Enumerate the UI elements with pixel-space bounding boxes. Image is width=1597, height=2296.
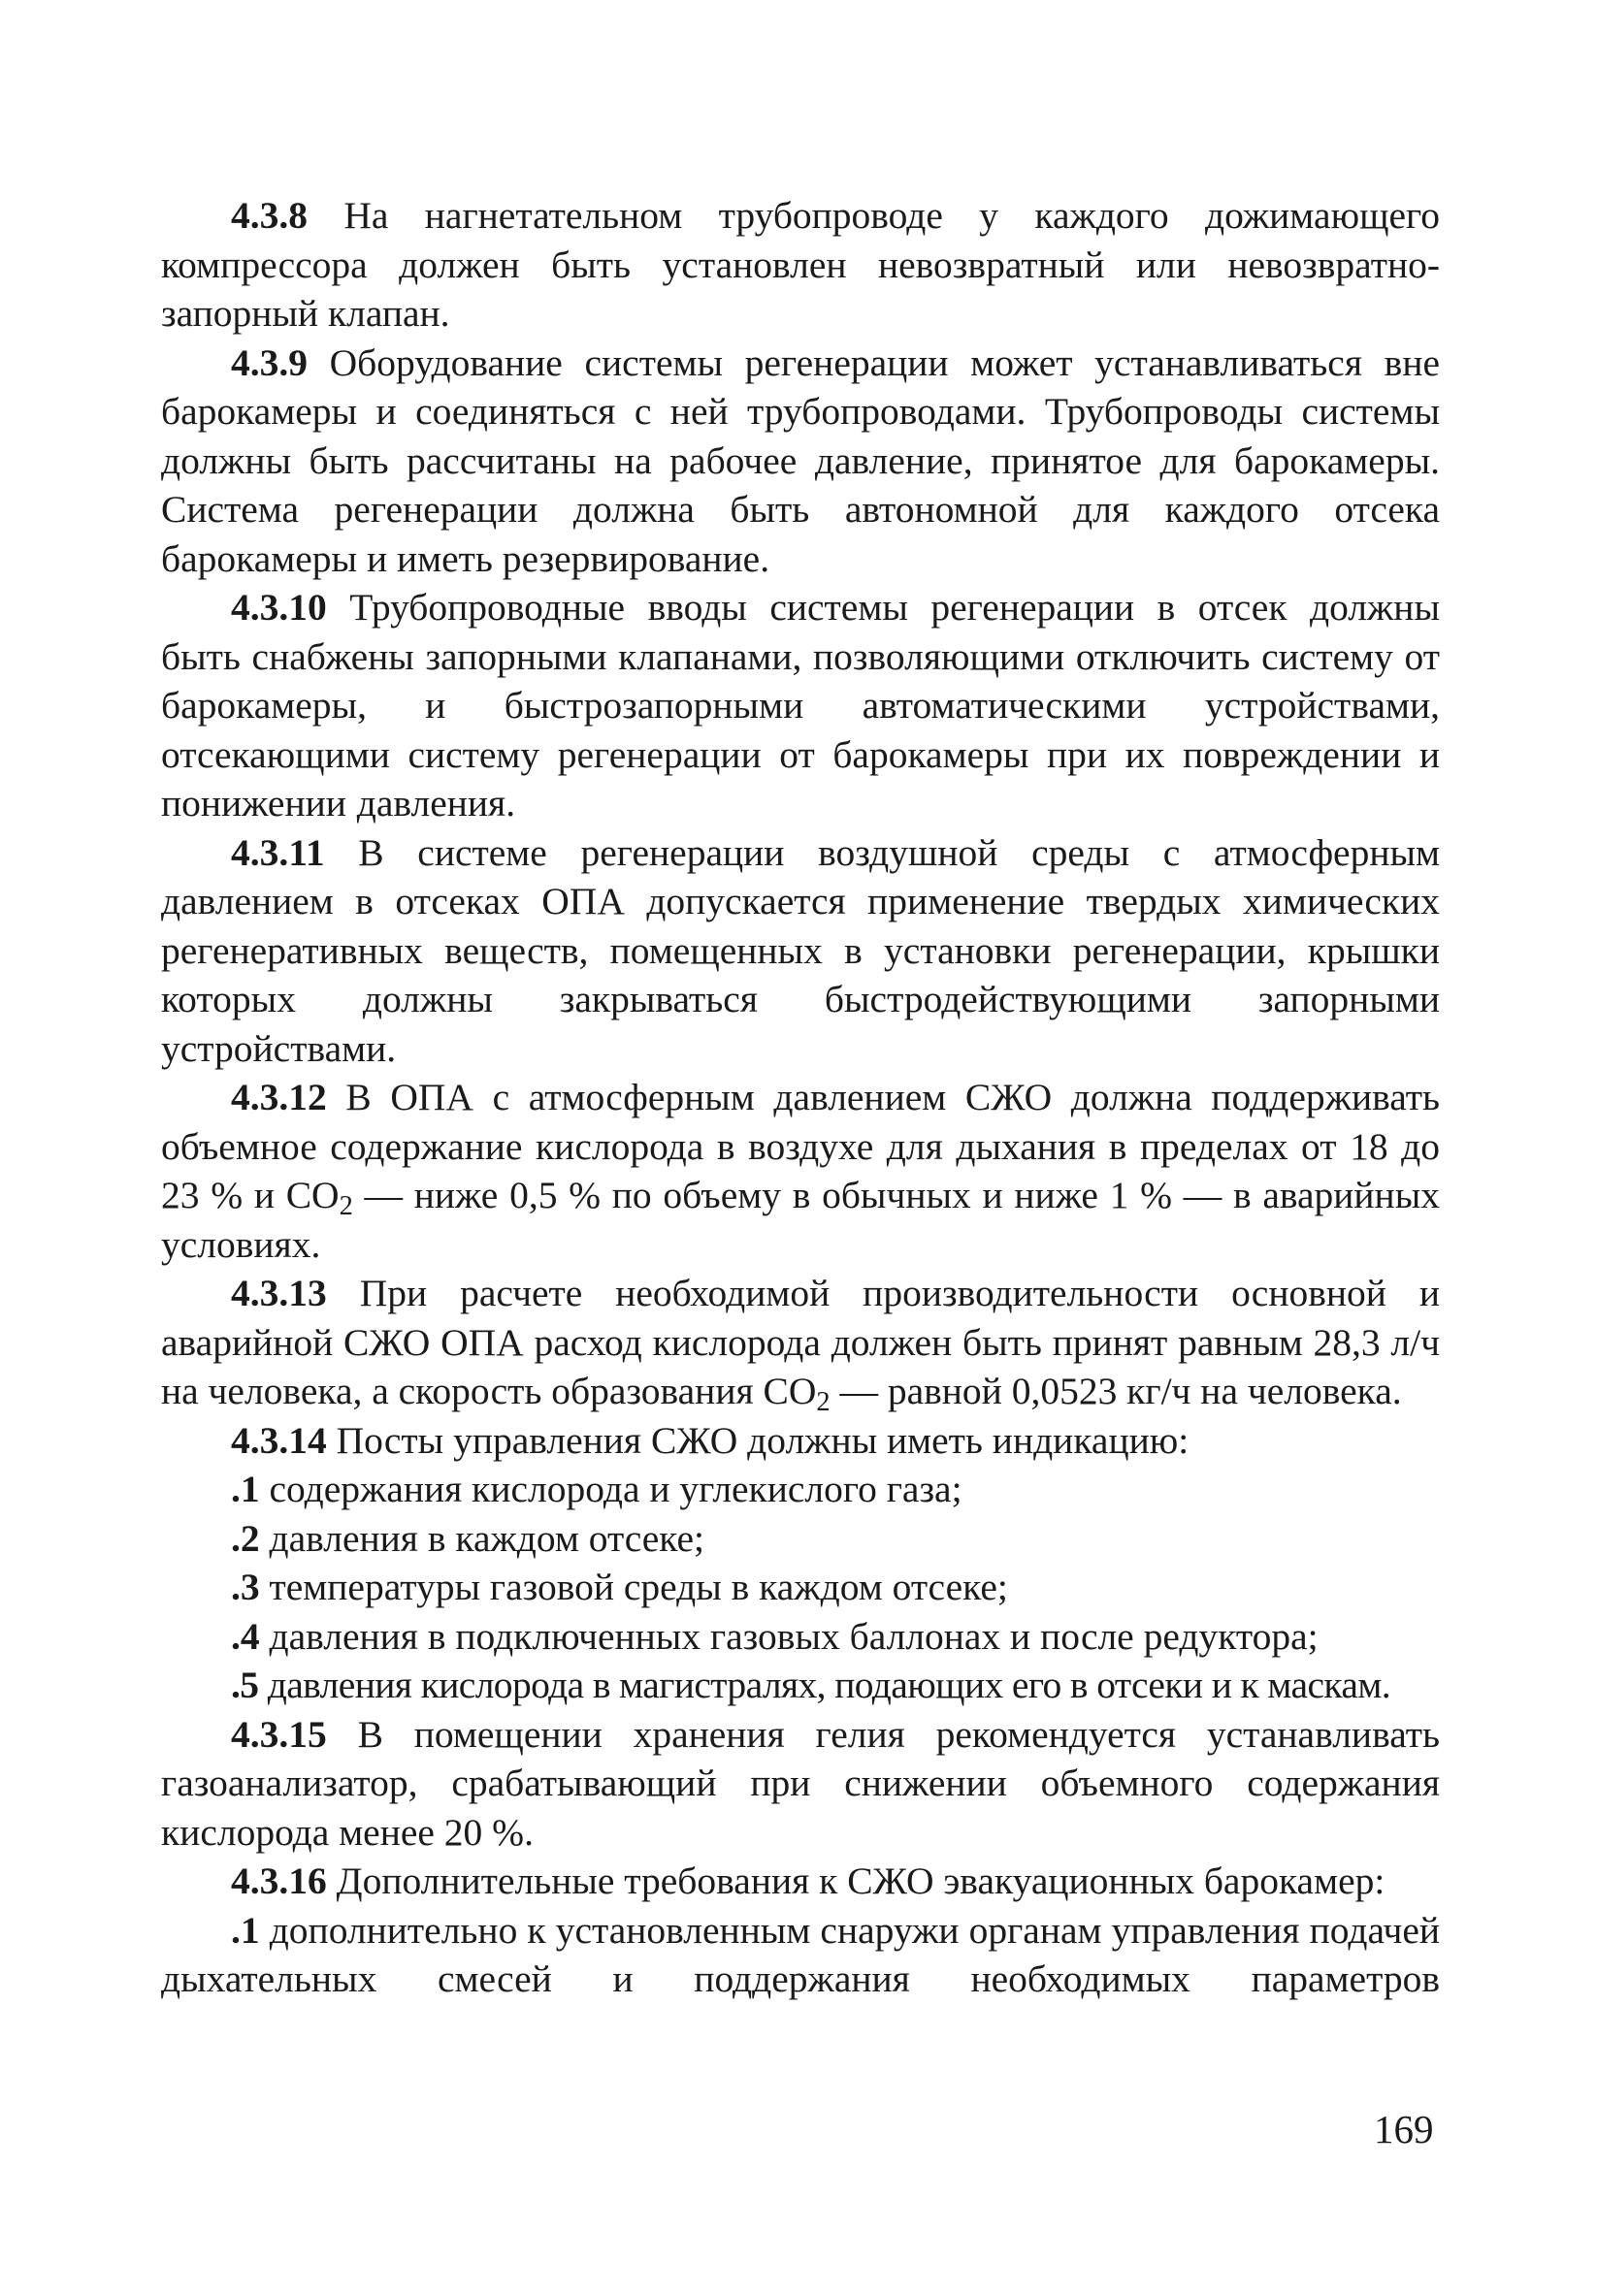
clause-text: При расчете необходимой производительности основной и аварийной СЖО ОПА расход кислорода должен быть принят равным 28,3 л/ч на человека, а скорость образования СО (161, 1272, 1440, 1412)
paragraph-4-3-14 (161, 1416, 1440, 1466)
clause-text: Оборудование системы регенерации может устанавливаться вне барокамеры и соединяться с ней трубопроводами. Трубопроводы системы должны быть рассчитаны на рабочее давление, принятое для барокамеры. Система регенерации должна быть автономной для каждого отсека барокамеры и иметь резервирование. (161, 340, 1440, 580)
clause-text: В помещении хранения гелия рекомендуется устанавливать газоанализатор, срабатывающий при снижении объемного содержания кислорода менее 20 %. (161, 1712, 1440, 1854)
clause-text-cont: — равной 0,0523 кг/ч на человека. (830, 1370, 1402, 1412)
paragraph-4-3-16 (161, 1857, 1440, 1906)
list-number: .3 (231, 1566, 260, 1608)
list-item-4-3-14-5 (161, 1661, 1440, 1710)
list-text: давления кислорода в магистралях, подающих его в отсеки и к маскам. (258, 1664, 1390, 1706)
list-number: .2 (231, 1516, 260, 1560)
list-number: .4 (231, 1614, 260, 1658)
clause-text-cont: — ниже 0,5 % по объему в обычных и ниже 1 % — в аварийных условиях. (161, 1174, 1440, 1266)
paragraph-4-3-12 (161, 1073, 1440, 1269)
subscript-2: 2 (339, 1190, 353, 1221)
paragraph-4-3-15 (161, 1710, 1440, 1858)
list-item-4-3-14-1 (161, 1465, 1440, 1514)
paragraph-4-3-10 (161, 583, 1440, 828)
clause-text: Трубопроводные вводы системы регенерации в отсек должны быть снабжены запорными клапанами, позволяющими отключить систему от барокамеры, и быстрозапорными автоматическими устройствами, отсекающими систему регенерации от барокамеры при их повреждении и понижении давления. (161, 586, 1440, 825)
clause-text: Дополнительные требования к СЖО эвакуационных барокамер: (326, 1859, 1385, 1902)
document-page (161, 191, 1440, 2004)
clause-text: Посты управления СЖО должны иметь индикацию: (326, 1418, 1190, 1462)
list-text: температуры газовой среды в каждом отсеке; (259, 1566, 1008, 1608)
clause-number: 4.3.11 (231, 830, 325, 874)
page-number: 169 (1374, 2107, 1434, 2151)
clause-text: В ОПА с атмосферным давлением СЖО должна поддерживать объемное содержание кислорода в воздухе для дыхания в пределах от 18 до 23 % и СО (161, 1076, 1440, 1216)
list-text: содержания кислорода и углекислого газа; (259, 1468, 962, 1510)
clause-number: 4.3.8 (231, 194, 308, 237)
list-item-4-3-14-3 (161, 1563, 1440, 1612)
clause-text: В системе регенерации воздушной среды с атмосферным давлением в отсеках ОПА допускается применение твердых химических регенеративных веществ, помещенных в установки регенерации, крышки которых должны закрываться быстродействующими запорными устройствами. (161, 830, 1440, 1070)
list-item-4-3-16-1 (161, 1906, 1440, 2004)
clause-number: 4.3.12 (231, 1076, 327, 1118)
list-text: дополнительно к установленным снаружи органам управления подачей дыхательных смесей и поддержания необходимых параметров (161, 1908, 1440, 2000)
clause-number: 4.3.9 (231, 340, 308, 384)
list-number: .1 (231, 1468, 260, 1510)
clause-number: 4.3.15 (231, 1712, 327, 1756)
clause-number: 4.3.10 (231, 586, 327, 629)
paragraph-4-3-13 (161, 1269, 1440, 1416)
subscript-2: 2 (816, 1386, 831, 1417)
list-number: .1 (231, 1908, 260, 1952)
paragraph-4-3-11 (161, 828, 1440, 1074)
clause-number: 4.3.13 (231, 1272, 327, 1314)
list-item-4-3-14-4 (161, 1612, 1440, 1662)
clause-number: 4.3.16 (231, 1859, 327, 1902)
list-number: .5 (231, 1664, 259, 1706)
list-text: давления в подключенных газовых баллонах и после редуктора; (259, 1614, 1319, 1658)
list-item-4-3-14-2 (161, 1514, 1440, 1564)
paragraph-4-3-9 (161, 339, 1440, 584)
clause-number: 4.3.14 (231, 1418, 327, 1462)
list-text: давления в каждом отсеке; (259, 1516, 704, 1560)
clause-text: На нагнетательном трубопроводе у каждого дожимающего компрессора должен быть установлен невозвратный или невозвратно-запорный клапан. (161, 194, 1440, 335)
paragraph-4-3-8 (161, 191, 1440, 339)
